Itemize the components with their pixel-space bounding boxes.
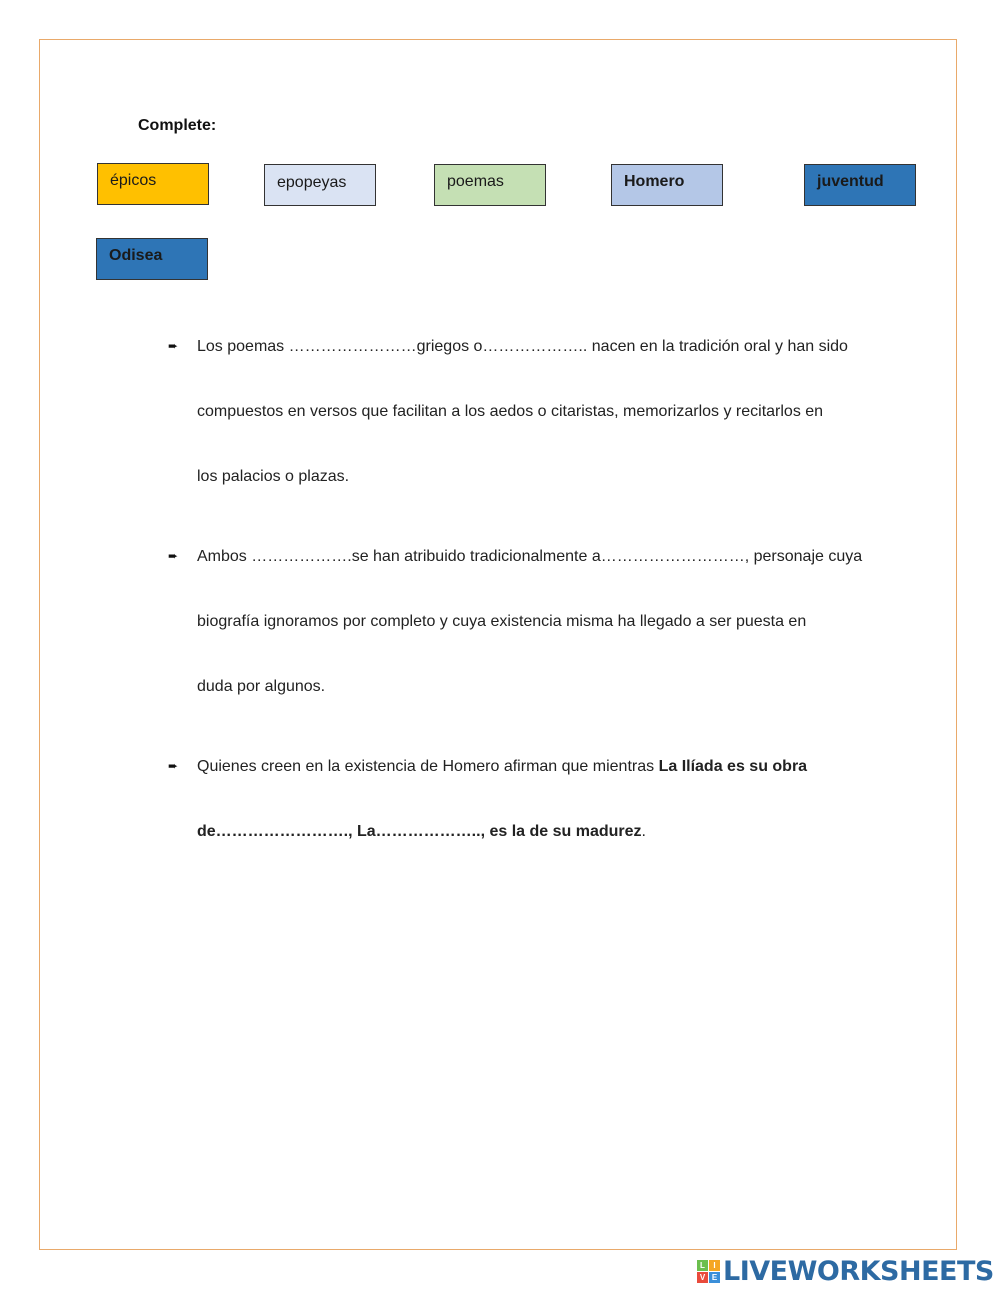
word-chip-epicos[interactable]: épicos bbox=[97, 163, 209, 205]
logo-text: LIVEWORKSHEETS bbox=[723, 1255, 994, 1287]
page-border bbox=[39, 39, 957, 1250]
instruction-heading: Complete: bbox=[138, 117, 217, 134]
arrow-bullet-icon: ➨ bbox=[168, 339, 179, 353]
arrow-bullet-icon: ➨ bbox=[168, 759, 179, 773]
paragraph3-line1 bbox=[197, 758, 807, 776]
liveworksheets-logo bbox=[697, 1256, 994, 1286]
word-chip-homero[interactable]: Homero bbox=[611, 164, 723, 206]
paragraph2-line2: biografía ignoramos por completo y cuya existencia misma ha llegado a ser puesta en bbox=[197, 613, 807, 630]
logo-tile: E bbox=[709, 1272, 720, 1283]
paragraph1-line1: Los poemas ……………………griegos o……………….. nacen en la tradición oral y han sido bbox=[197, 338, 848, 355]
paragraph3-line1-bold: La Ilíada es su obra bbox=[658, 758, 808, 775]
paragraph3-line2-bold: de……………………., La……………….., es la de su madurez bbox=[197, 823, 642, 840]
paragraph3-line2-end: . bbox=[641, 823, 646, 840]
arrow-bullet-icon: ➨ bbox=[168, 549, 179, 563]
logo-tile: L bbox=[697, 1260, 708, 1271]
paragraph1-line3: los palacios o plazas. bbox=[197, 468, 350, 485]
logo-tiles-icon bbox=[697, 1260, 720, 1283]
logo-tile: I bbox=[709, 1260, 720, 1271]
word-chip-odisea[interactable]: Odisea bbox=[96, 238, 208, 280]
paragraph3-line1-text: Quienes creen en la existencia de Homero afirman que mientras bbox=[197, 758, 659, 775]
paragraph1-line2: compuestos en versos que facilitan a los aedos o citaristas, memorizarlos y recitarlos en bbox=[197, 403, 824, 420]
word-chip-juventud[interactable]: juventud bbox=[804, 164, 916, 206]
paragraph2-line3: duda por algunos. bbox=[197, 678, 326, 695]
paragraph2-line1: Ambos ……………….se han atribuido tradicionalmente a………………………, personaje cuya bbox=[197, 548, 863, 565]
paragraph3-line2 bbox=[197, 823, 646, 841]
word-chip-epopeyas[interactable]: epopeyas bbox=[264, 164, 376, 206]
word-chip-poemas[interactable]: poemas bbox=[434, 164, 546, 206]
logo-tile: V bbox=[697, 1272, 708, 1283]
